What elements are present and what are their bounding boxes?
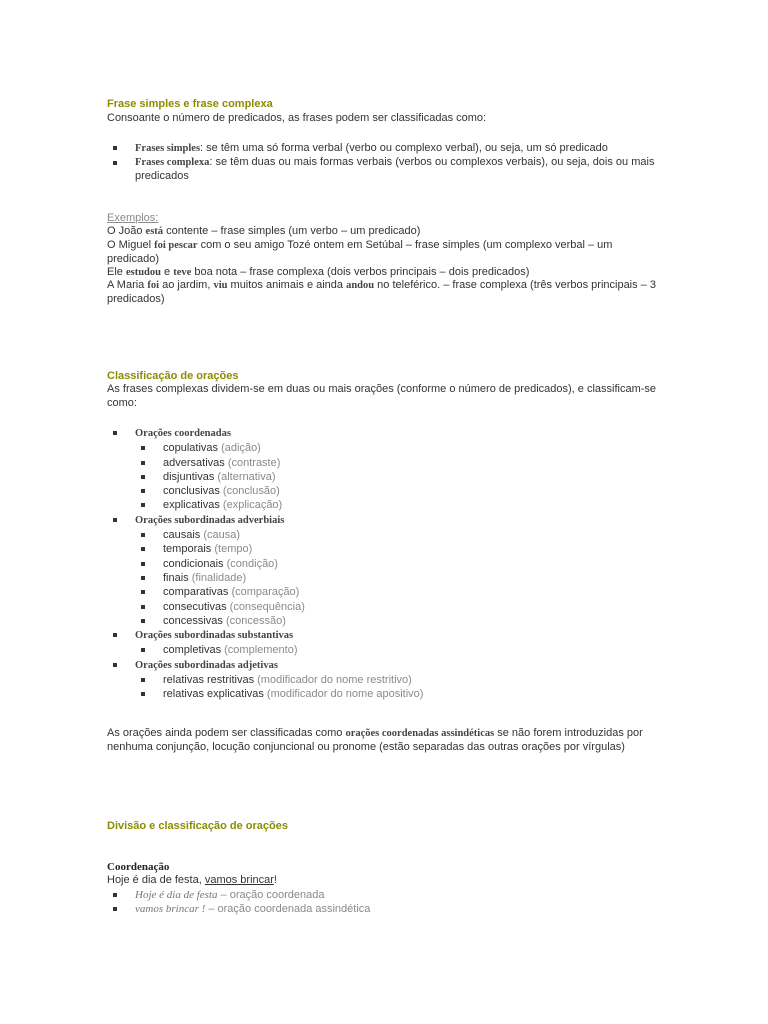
list-item (107, 585, 667, 599)
list-item (107, 643, 667, 657)
list-item (107, 498, 667, 512)
subtype-note: (contraste) (224, 456, 281, 469)
subtype-name: condicionais (163, 557, 224, 570)
subtitle-coordenacao: Coordenação (107, 861, 170, 873)
subtype-note: (modificador do nome restritivo) (254, 674, 412, 687)
list-item (107, 426, 667, 441)
section-title-frase-simples: Frase simples e frase complexa (107, 98, 273, 110)
subtype-note: (consequência) (226, 600, 305, 613)
oracoes-list (107, 426, 667, 702)
list-item (107, 888, 667, 902)
note-text: se não forem introduzidas por nenhuma conjunção, locução conjuncional ou pronome (estão separadas das outras orações por vírgulas) (107, 727, 643, 753)
list-item (107, 528, 667, 542)
list-item (107, 456, 667, 470)
example-verb: estudou (125, 267, 161, 278)
term-frases-complexa: Frases complexa (135, 157, 210, 169)
section-title-classificacao: Classificação de orações (107, 370, 239, 382)
list-item (107, 470, 667, 484)
section-title-divisao: Divisão e classificação de orações (107, 820, 288, 832)
example-verb: andou (346, 280, 375, 291)
list-item (107, 484, 667, 498)
example-4 (107, 279, 662, 306)
subtype-name: consecutivas (163, 600, 227, 613)
frase-types-list (107, 141, 667, 183)
subtype-name: adversativas (163, 456, 225, 469)
example-verb: viu (213, 280, 228, 291)
subtype-note: (condição) (223, 557, 278, 570)
subtype-name: completivas (163, 644, 222, 657)
list-item (107, 673, 667, 687)
subtype-name: finais (163, 571, 189, 584)
subtype-name: disjuntivas (163, 470, 215, 483)
subtype-note: (tempo) (211, 543, 253, 556)
sentence-underlined: vamos brincar (204, 874, 274, 886)
example-text: A Maria (107, 279, 148, 291)
note-term: orações coordenadas assindéticas (345, 728, 495, 739)
subtype-note: (comparação) (228, 586, 300, 599)
list-item (107, 628, 667, 643)
assindeticas-note (107, 727, 662, 754)
example-verb: foi pescar (154, 240, 198, 251)
example-verb: está (145, 226, 164, 237)
coordenacao-list (107, 888, 667, 917)
category-substantivas: Orações subordinadas substantivas (135, 630, 294, 642)
subtype-name: explicativas (163, 499, 220, 512)
subtype-name: relativas explicativas (163, 688, 264, 701)
term-definition: : se têm uma só forma verbal (verbo ou complexo verbal), ou seja, um só predicado (200, 142, 608, 154)
list-item (107, 542, 667, 556)
subtype-note: (complemento) (221, 644, 298, 657)
example-verb: foi (147, 280, 160, 291)
clause-type: – oração coordenada assindética (205, 903, 371, 916)
subtype-name: concessivas (163, 614, 223, 627)
example-text: Ele (107, 266, 126, 278)
sentence-text: Hoje é dia de festa, (107, 874, 205, 886)
example-text: contente – frase simples (um verbo – um predicado) (163, 225, 421, 237)
example-verb: teve (173, 267, 192, 278)
subtype-name: comparativas (163, 586, 229, 599)
clause: Hoje é dia de festa (135, 889, 218, 901)
list-item (107, 902, 667, 916)
subtype-note: (concessão) (222, 614, 286, 627)
example-sentence (107, 874, 662, 888)
note-text: As orações ainda podem ser classificadas como (107, 727, 346, 739)
example-text: muitos animais e ainda (227, 279, 347, 291)
section1-intro: Consoante o número de predicados, as frases podem ser classificadas como: (107, 112, 487, 124)
category-coordenadas: Orações coordenadas (135, 428, 231, 439)
list-item (107, 557, 667, 571)
subtype-note: (modificador do nome apositivo) (263, 688, 424, 701)
subtype-note: (causa) (200, 529, 241, 542)
subtype-name: conclusivas (163, 485, 220, 498)
subtype-name: temporais (163, 543, 212, 556)
category-adverbiais: Orações subordinadas adverbiais (135, 514, 285, 526)
subtype-note: (finalidade) (188, 571, 247, 584)
example-text: O João (107, 225, 146, 237)
example-3 (107, 266, 662, 280)
list-item (107, 600, 667, 614)
list-item (107, 441, 667, 455)
list-item (107, 141, 667, 156)
list-item (107, 658, 667, 673)
subtype-note: (alternativa) (214, 470, 276, 483)
example-1 (107, 225, 662, 239)
example-text: com o seu amigo Tozé ontem em Setúbal – frase simples (um complexo verbal – um predicado) (107, 239, 613, 265)
example-text: O Miguel (107, 239, 155, 251)
term-frases-simples: Frases simples (135, 143, 201, 154)
subtype-name: relativas restritivas (163, 674, 255, 687)
example-text: boa nota – frase complexa (dois verbos principais – dois predicados) (191, 266, 530, 278)
sentence-text: ! (273, 874, 277, 886)
example-text: no teleférico. – frase complexa (três verbos principais – 3 predicados) (107, 279, 656, 305)
example-2 (107, 239, 662, 266)
term-definition: : se têm duas ou mais formas verbais (verbos ou complexos verbais), ou seja, dois ou mais predicados (135, 156, 655, 182)
section2-intro: As frases complexas dividem-se em duas ou mais orações (conforme o número de predicados), e classificam-se como: (107, 383, 657, 409)
subtype-note: (adição) (218, 442, 261, 455)
example-text: ao jardim, (159, 279, 214, 291)
category-adjetivas: Orações subordinadas adjetivas (135, 659, 278, 671)
examples-label: Exemplos: (107, 212, 159, 224)
list-item (107, 614, 667, 628)
list-item (107, 687, 667, 701)
list-item (107, 156, 667, 183)
list-item (107, 571, 667, 585)
list-item (107, 513, 667, 528)
subtype-note: (explicação) (219, 499, 283, 512)
subtype-name: causais (163, 529, 201, 542)
example-text: e (160, 266, 174, 278)
clause-type: – oração coordenada (217, 889, 325, 901)
clause: vamos brincar ! (135, 903, 206, 916)
subtype-note: (conclusão) (219, 485, 280, 498)
subtype-name: copulativas (163, 442, 219, 455)
